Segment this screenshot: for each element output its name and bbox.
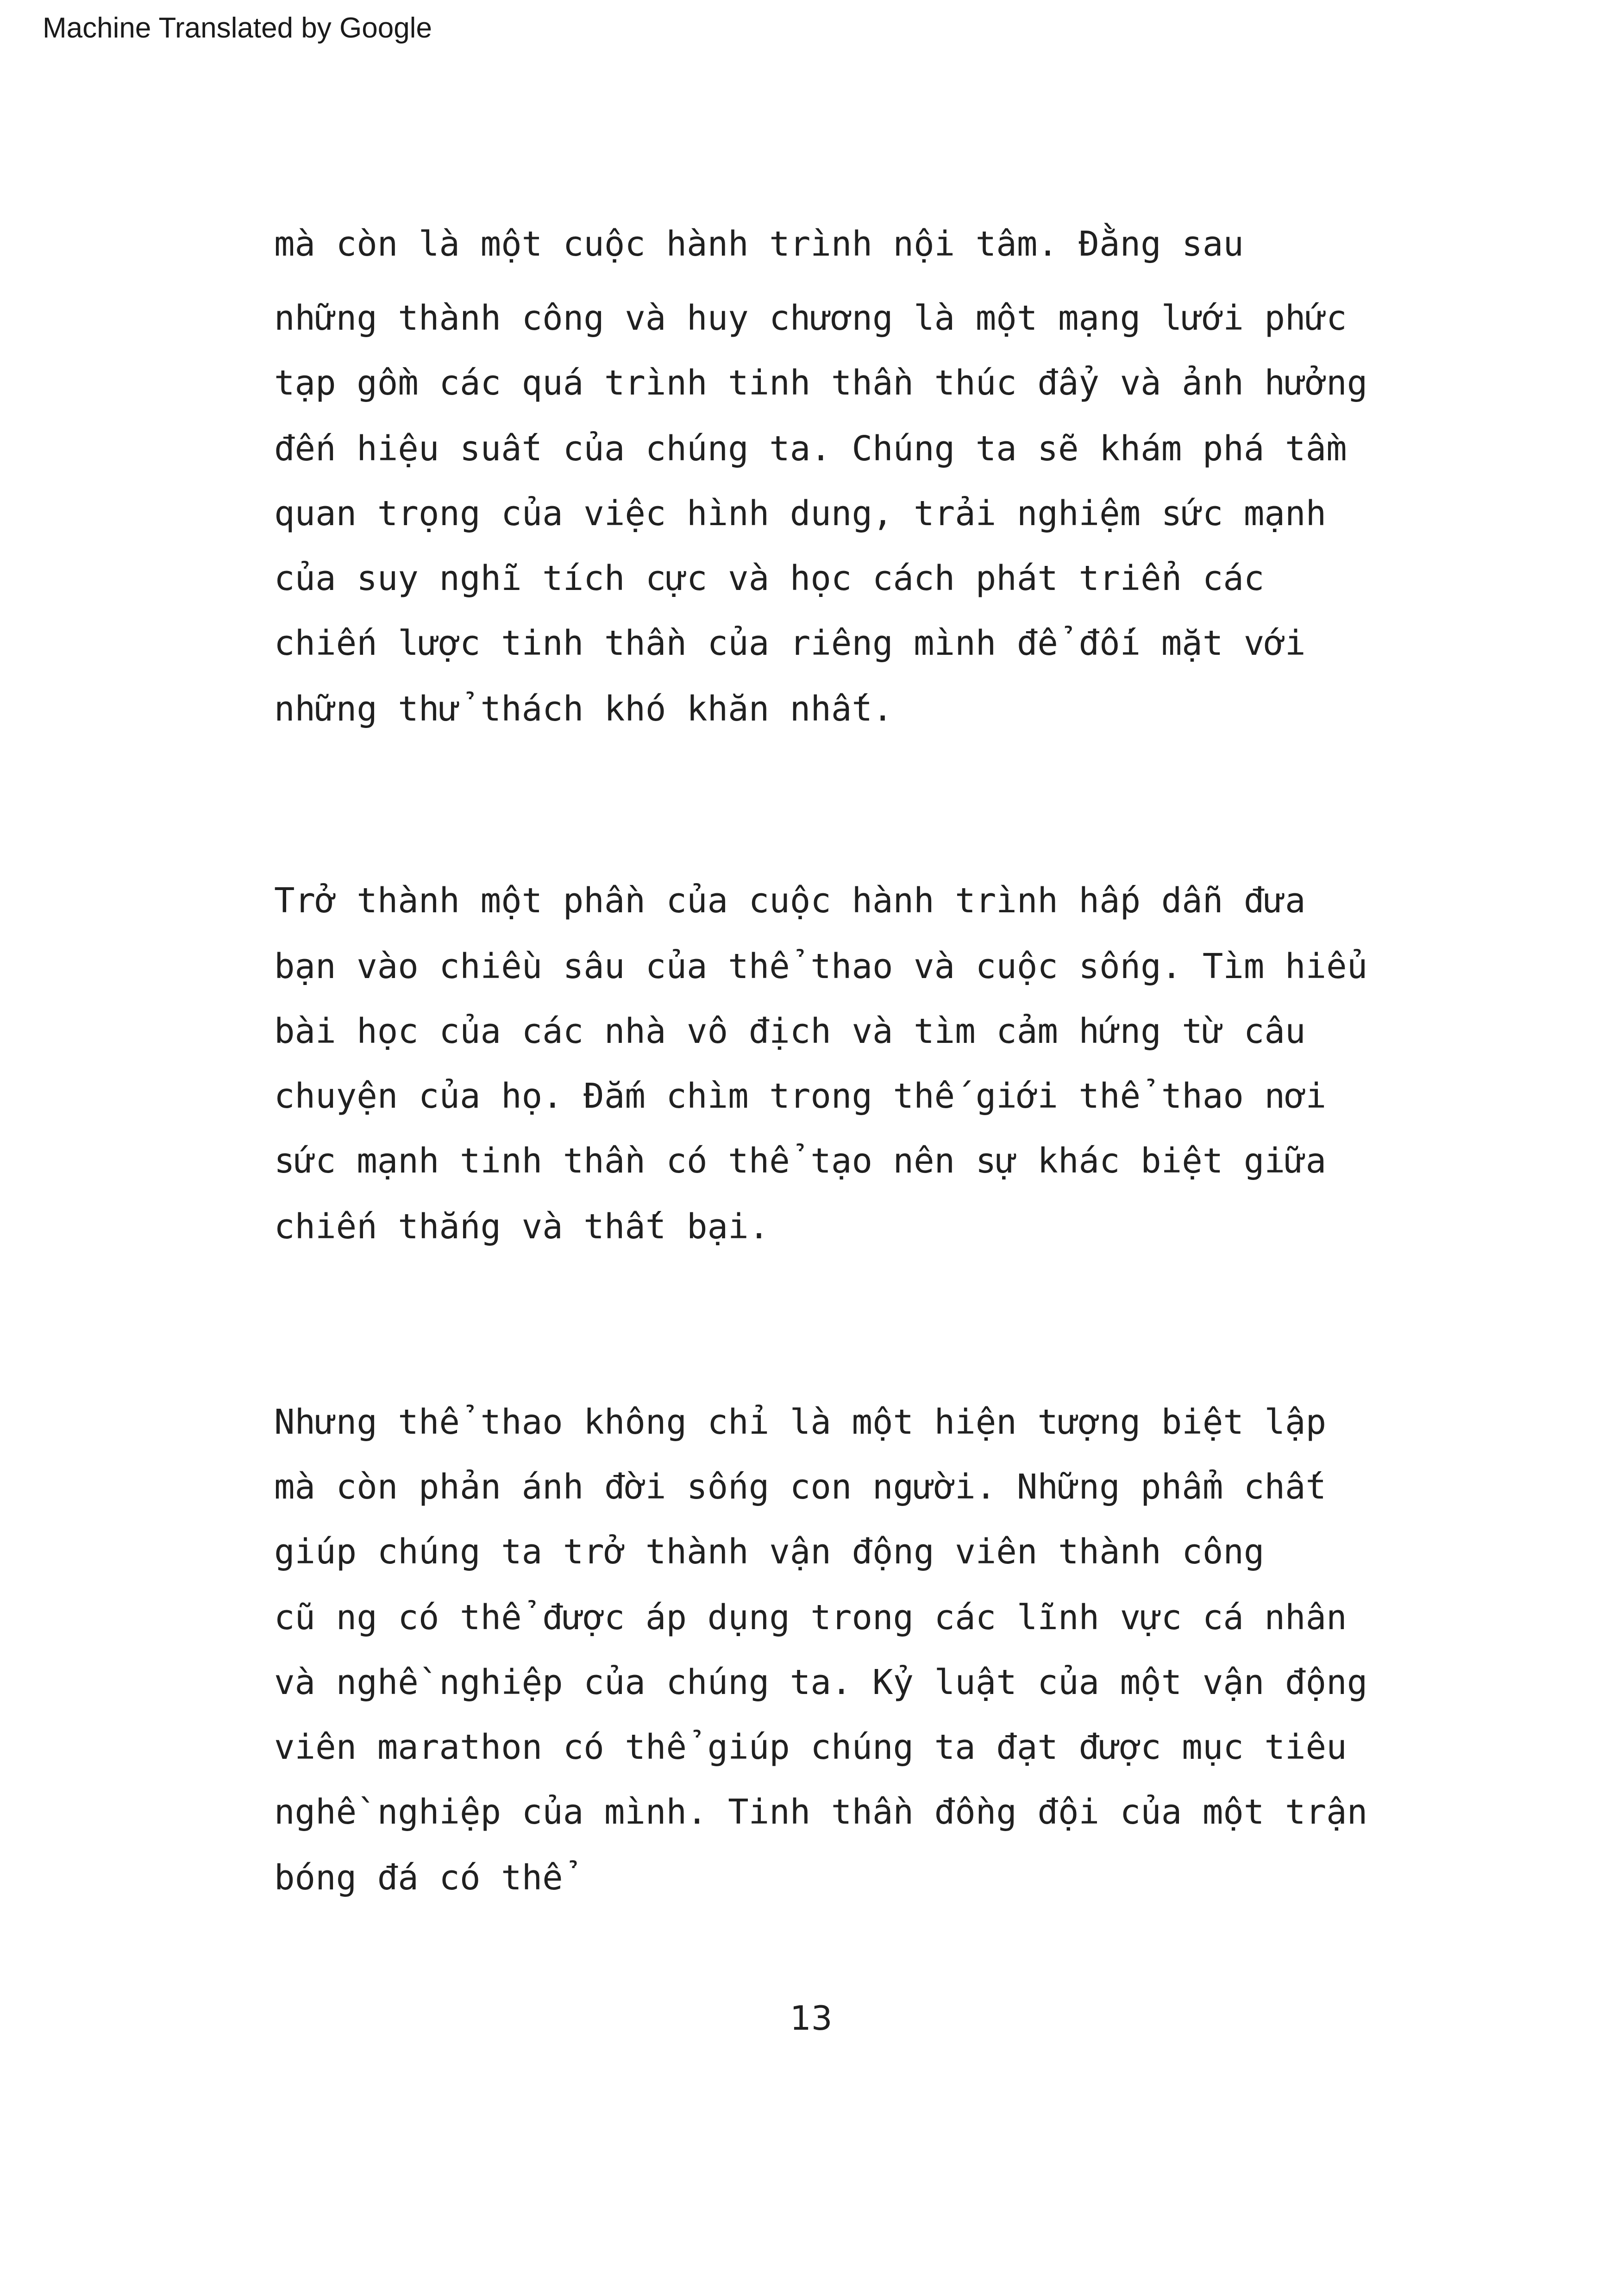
machine-translation-notice: Machine Translated by Google [43, 12, 432, 44]
text-line: viên marathon có thể giúp chúng ta đạt được mục tiêu [274, 1727, 1347, 1767]
text-line: bạn vào chiều sâu của thể thao và cuộc sống. Tìm hiểu [274, 947, 1368, 986]
text-line: cũ ng có thể được áp dụng trong các lĩnh vực cá nhân [274, 1598, 1347, 1637]
text-line: mà còn phản ánh đời sống con người. Những phẩm chất [274, 1467, 1327, 1507]
text-line: tạp gồm các quá trình tinh thần thúc đẩy và ảnh hưởng [274, 363, 1368, 403]
text-line: bóng đá có thể [274, 1858, 563, 1898]
text-line: những thành công và huy chương là một mạng lưới phức [274, 298, 1347, 338]
text-line: chuyện của họ. Đắm chìm trong thế giới thể thao nơi [274, 1076, 1327, 1116]
text-line: giúp chúng ta trở thành vận động viên thành công [274, 1532, 1265, 1572]
text-line: những thử thách khó khăn nhất. [274, 689, 893, 729]
text-line: chiến lược tinh thần của riêng mình để đối mặt với [274, 623, 1306, 663]
text-line: và nghề nghiệp của chúng ta. Kỷ luật của một vận động [274, 1662, 1368, 1702]
text-line: mà còn là một cuộc hành trình nội tâm. Đằng sau [274, 224, 1244, 264]
text-line: nghề nghiệp của mình. Tinh thần đồng đội của một trận [274, 1792, 1368, 1832]
text-line: đến hiệu suất của chúng ta. Chúng ta sẽ khám phá tầm [274, 429, 1347, 469]
text-line: Nhưng thể thao không chỉ là một hiện tượng biệt lập [274, 1402, 1327, 1442]
text-line: của suy nghĩ tích cực và học cách phát triển các [274, 558, 1265, 598]
page-number: 13 [790, 1999, 833, 2038]
text-line: sức mạnh tinh thần có thể tạo nên sự khác biệt giữa [274, 1141, 1327, 1181]
text-line: Trở thành một phần của cuộc hành trình hấp dẫn đưa [274, 881, 1306, 921]
text-line: chiến thắng và thất bại. [274, 1207, 770, 1247]
text-line: quan trọng của việc hình dung, trải nghiệm sức mạnh [274, 494, 1327, 533]
text-line: bài học của các nhà vô địch và tìm cảm hứng từ câu [274, 1011, 1306, 1051]
